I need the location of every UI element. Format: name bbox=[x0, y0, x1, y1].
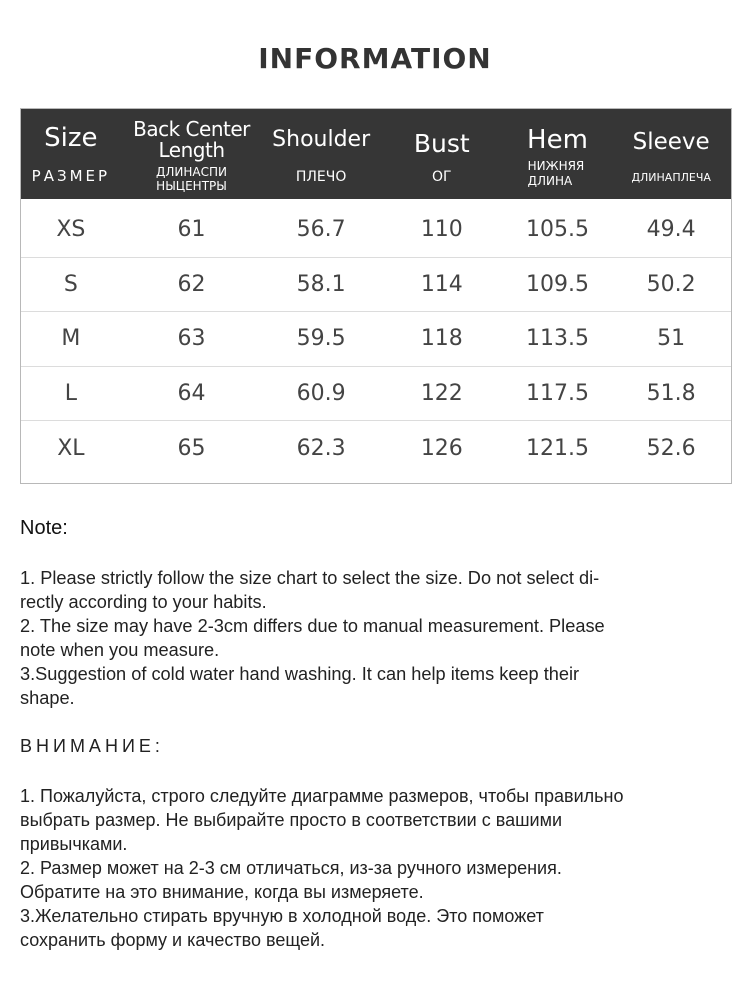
attention-line: Обратите на это внимание, когда вы измеряете. bbox=[20, 882, 424, 902]
header-sleeve-ru: ДЛИНАПЛЕЧА bbox=[631, 171, 711, 184]
header-back-center-length-ru-line2: НЫЦЕНТРЫ bbox=[156, 179, 227, 193]
attention-line: сохранить форму и качество вещей. bbox=[20, 930, 326, 950]
table-cell-bust: 110 bbox=[420, 217, 463, 243]
header-back-center-length-ru-line1: ДЛИНАСПИ bbox=[156, 165, 228, 179]
header-back-center-length-en-line2: Length bbox=[158, 138, 225, 162]
table-cell-sleeve: 49.4 bbox=[646, 217, 696, 243]
table-row bbox=[21, 421, 731, 476]
header-sleeve bbox=[611, 109, 731, 199]
table-cell-hem: 109.5 bbox=[526, 271, 589, 297]
table-row bbox=[21, 258, 731, 313]
table-cell-size: XL bbox=[57, 436, 85, 462]
note-line: 2. The size may have 2-3cm differs due to manual measurement. Please bbox=[20, 616, 605, 636]
table-cell-shoulder: 60.9 bbox=[296, 381, 346, 407]
header-hem-ru bbox=[504, 159, 612, 189]
header-size-en: Size bbox=[44, 123, 98, 153]
table-cell-sleeve: 52.6 bbox=[646, 436, 696, 462]
header-shoulder bbox=[262, 109, 380, 199]
note-line: 3.Suggestion of cold water hand washing. It can help items keep their bbox=[20, 664, 580, 684]
header-hem-ru-line2: ДЛИНА bbox=[527, 174, 573, 188]
table-cell-shoulder: 58.1 bbox=[296, 271, 346, 297]
table-row bbox=[21, 367, 731, 422]
table-cell-shoulder: 59.5 bbox=[296, 326, 346, 352]
table-cell-bust: 114 bbox=[420, 271, 463, 297]
table-cell-hem: 117.5 bbox=[526, 381, 589, 407]
attention-heading: ВНИМАНИЕ: bbox=[20, 736, 164, 756]
header-hem bbox=[504, 109, 612, 199]
header-bust-ru: ОГ bbox=[432, 169, 452, 185]
header-back-center-length bbox=[121, 109, 263, 199]
table-cell-bust: 122 bbox=[420, 381, 463, 407]
attention-line: 1. Пожалуйста, строго следуйте диаграмме размеров, чтобы правильно bbox=[20, 786, 624, 806]
page-title: INFORMATION bbox=[258, 42, 492, 75]
table-cell-back-center-length: 62 bbox=[177, 271, 206, 297]
table-cell-sleeve: 51.8 bbox=[646, 381, 696, 407]
table-cell-size: L bbox=[64, 381, 77, 407]
header-shoulder-ru: ПЛЕЧО bbox=[295, 169, 347, 185]
header-bust bbox=[380, 109, 504, 199]
table-cell-hem: 105.5 bbox=[526, 217, 589, 243]
note-heading: Note: bbox=[20, 517, 68, 539]
table-cell-back-center-length: 65 bbox=[177, 436, 206, 462]
note-text bbox=[20, 566, 735, 710]
table-cell-hem: 113.5 bbox=[526, 326, 589, 352]
table-cell-size: XS bbox=[56, 217, 86, 243]
header-back-center-length-en bbox=[121, 119, 263, 161]
header-back-center-length-en-line1: Back Center bbox=[133, 117, 250, 141]
header-sleeve-en: Sleeve bbox=[632, 129, 710, 155]
header-hem-en: Hem bbox=[527, 125, 588, 155]
header-hem-ru-line1: НИЖНЯЯ bbox=[527, 159, 585, 173]
table-cell-sleeve: 50.2 bbox=[646, 271, 696, 297]
table-cell-size: S bbox=[63, 271, 78, 297]
note-line: shape. bbox=[20, 688, 75, 708]
header-shoulder-en: Shoulder bbox=[272, 127, 371, 152]
table-header bbox=[21, 109, 731, 199]
note-line: rectly according to your habits. bbox=[20, 592, 267, 612]
table-cell-back-center-length: 64 bbox=[177, 381, 206, 407]
size-chart-table bbox=[20, 108, 732, 484]
attention-line: выбрать размер. Не выбирайте просто в соответствии с вашими bbox=[20, 810, 563, 830]
attention-line: 2. Размер может на 2-3 см отличаться, из-за ручного измерения. bbox=[20, 858, 562, 878]
table-cell-sleeve: 51 bbox=[657, 326, 686, 352]
table-cell-back-center-length: 63 bbox=[177, 326, 206, 352]
attention-line: 3.Желательно стирать вручную в холодной воде. Это поможет bbox=[20, 906, 544, 926]
note-line: 1. Please strictly follow the size chart to select the size. Do not select di- bbox=[20, 568, 600, 588]
note-line: note when you measure. bbox=[20, 640, 220, 660]
table-cell-shoulder: 62.3 bbox=[296, 436, 346, 462]
table-row bbox=[21, 203, 731, 258]
table-body bbox=[21, 199, 731, 476]
attention-line: привычками. bbox=[20, 834, 128, 854]
header-size-ru: РАЗМЕР bbox=[31, 167, 111, 185]
attention-text bbox=[20, 784, 735, 952]
table-cell-shoulder: 56.7 bbox=[296, 217, 346, 243]
table-row bbox=[21, 312, 731, 367]
table-cell-back-center-length: 61 bbox=[177, 217, 206, 243]
header-back-center-length-ru bbox=[121, 165, 263, 193]
table-cell-bust: 118 bbox=[420, 326, 463, 352]
table-cell-size: M bbox=[61, 326, 81, 352]
header-size bbox=[21, 109, 121, 199]
header-bust-en: Bust bbox=[413, 129, 470, 158]
table-cell-bust: 126 bbox=[420, 436, 463, 462]
table-cell-hem: 121.5 bbox=[526, 436, 589, 462]
